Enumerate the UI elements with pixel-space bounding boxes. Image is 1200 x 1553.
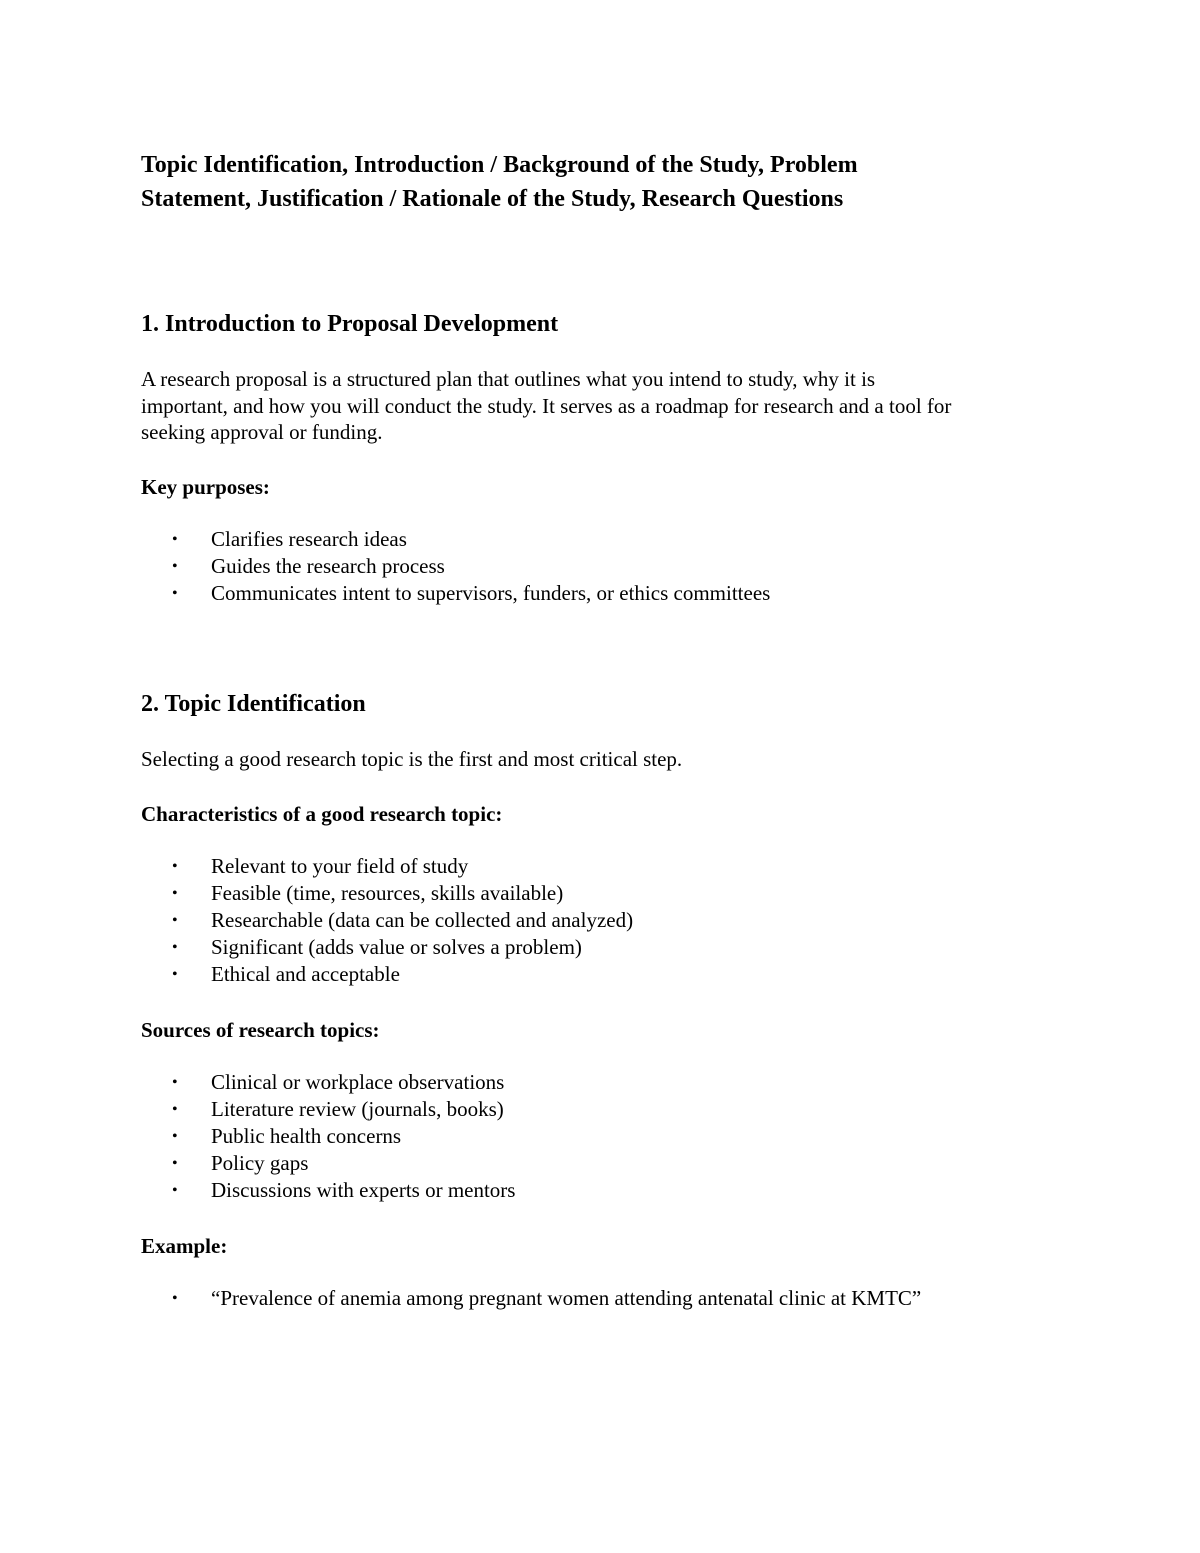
document-title-line-2: Statement, Justification / Rationale of the Study, Research Questions — [141, 186, 844, 212]
section-1-paragraph-line-1: A research proposal is a structured plan that outlines what you intend to study, why it is — [141, 367, 876, 391]
list-item-text: Significant (adds value or solves a problem) — [211, 935, 582, 960]
characteristics-list — [141, 853, 1061, 989]
list-item — [141, 1069, 1061, 1096]
document-page — [141, 148, 1061, 1312]
section-2-heading: 2. Topic Identification — [141, 691, 366, 718]
bullet-icon: • — [172, 857, 178, 875]
list-item — [141, 907, 1061, 934]
list-item-text: Relevant to your field of study — [211, 853, 469, 878]
key-purposes-list — [141, 526, 1061, 608]
key-purposes-label: Key purposes: — [141, 474, 270, 499]
section-1-paragraph — [141, 366, 1061, 446]
list-item-text: “Prevalence of anemia among pregnant women attending antenatal clinic at KMTC” — [211, 1285, 922, 1310]
document-title — [141, 148, 1061, 216]
list-item — [141, 1150, 1061, 1177]
list-item — [141, 1096, 1061, 1123]
list-item — [141, 526, 1061, 553]
bullet-icon: • — [172, 1182, 178, 1200]
list-item — [141, 961, 1061, 988]
example-list — [141, 1285, 1061, 1312]
list-item-text: Communicates intent to supervisors, funders, or ethics committees — [211, 580, 771, 605]
bullet-icon: • — [172, 584, 178, 602]
bullet-icon: • — [172, 939, 178, 957]
bullet-icon: • — [172, 1155, 178, 1173]
list-item-text: Ethical and acceptable — [211, 962, 400, 987]
bullet-icon: • — [172, 912, 178, 930]
bullet-icon: • — [172, 884, 178, 902]
bullet-icon: • — [172, 557, 178, 575]
section-1-heading: 1. Introduction to Proposal Development — [141, 311, 559, 337]
list-item-text: Literature review (journals, books) — [211, 1096, 504, 1121]
bullet-icon: • — [172, 966, 178, 984]
list-item-text: Policy gaps — [211, 1151, 309, 1176]
list-item — [141, 1177, 1061, 1204]
document-title-line-1: Topic Identification, Introduction / Background of the Study, Problem — [141, 152, 858, 178]
list-item-text: Guides the research process — [211, 553, 445, 578]
bullet-icon: • — [172, 1073, 178, 1091]
bullet-icon: • — [172, 530, 178, 548]
example-label: Example: — [141, 1233, 228, 1258]
list-item — [141, 1285, 1061, 1312]
list-item-text: Researchable (data can be collected and analyzed) — [211, 908, 634, 933]
sources-label: Sources of research topics: — [141, 1017, 380, 1042]
sources-list — [141, 1069, 1061, 1205]
section-1-paragraph-line-2: important, and how you will conduct the study. It serves as a roadmap for research and a tool for — [141, 393, 952, 418]
section-1-paragraph-line-3: seeking approval or funding. — [141, 420, 383, 444]
list-item — [141, 1123, 1061, 1150]
section-2-intro: Selecting a good research topic is the first and most critical step. — [141, 747, 683, 772]
list-item-text: Public health concerns — [211, 1124, 402, 1149]
characteristics-label: Characteristics of a good research topic: — [141, 801, 503, 826]
bullet-icon: • — [172, 1128, 178, 1146]
list-item-text: Discussions with experts or mentors — [211, 1178, 516, 1203]
list-item-text: Feasible (time, resources, skills available) — [211, 880, 564, 905]
list-item — [141, 934, 1061, 961]
list-item — [141, 880, 1061, 907]
list-item — [141, 853, 1061, 880]
list-item-text: Clarifies research ideas — [211, 526, 407, 551]
list-item — [141, 580, 1061, 607]
bullet-icon: • — [172, 1289, 178, 1307]
bullet-icon: • — [172, 1100, 178, 1118]
list-item — [141, 553, 1061, 580]
list-item-text: Clinical or workplace observations — [211, 1069, 505, 1094]
